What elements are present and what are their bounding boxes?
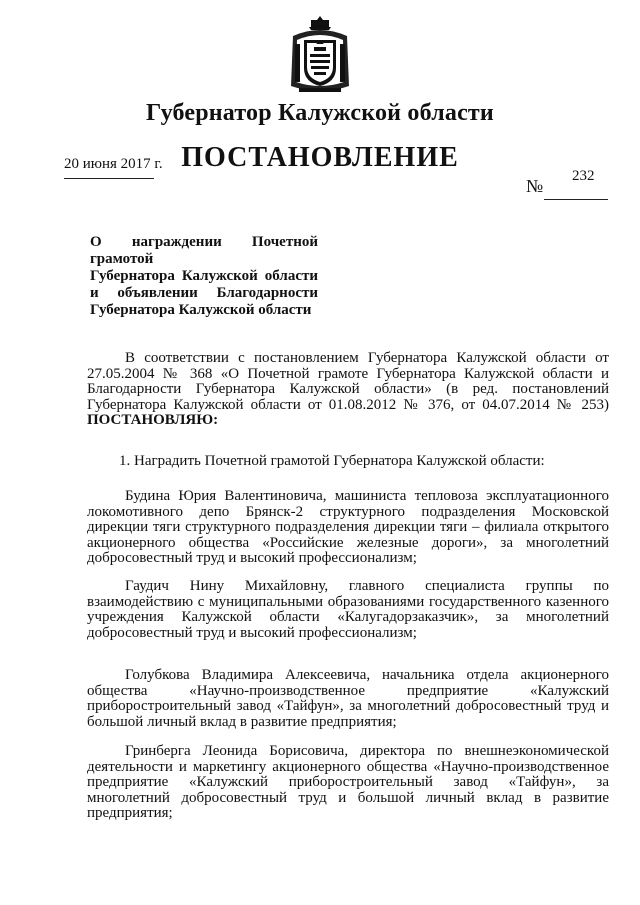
document-subject	[90, 234, 318, 319]
coat-of-arms-emblem	[287, 14, 353, 96]
subject-line: О награждении Почетной грамотой	[90, 234, 318, 267]
awardee-paragraph: Голубкова Владимира Алексеевича, начальника отдела акционерного общества «Научно-производственное предприятие «Калужский приборостроительный завод «Тайфун», за многолетний добросовестный труд и большой личный вклад в развитие предприятия;	[87, 667, 609, 730]
awardee-paragraph: Будина Юрия Валентиновича, машиниста тепловоза эксплуатационного локомотивного депо Брянск-2 структурного подразделения Московской дирекции тяги структурного подразделения дирекции тяги – филиала открытого акционерного общества «Российские железные дороги», за многолетний добросовестный труд и высокий профессионализм;	[87, 488, 609, 566]
subject-line: Губернатора Калужской области	[90, 302, 312, 318]
intro-paragraph	[87, 351, 609, 429]
resolve-heading: ПОСТАНОВЛЯЮ:	[87, 412, 219, 428]
point-1: 1. Наградить Почетной грамотой Губернатора Калужской области:	[119, 453, 545, 469]
issuer-title: Губернатор Калужской области	[146, 100, 494, 126]
subject-line: и объявлении Благодарности	[90, 285, 318, 301]
document-number: 232	[572, 168, 595, 184]
date-underline	[64, 178, 154, 179]
subject-line: Губернатора Калужской области	[90, 268, 318, 284]
intro-text: В соответствии с постановлением Губернатора Калужской области от 27.05.2004 № 368 «О Почетной грамоте Губернатора Калужской области и Благодарности Губернатора Калужской области» (в ред. постановлений Губернатора Калужской области от 01.08.2012 № 376, от 04.07.2014 № 253)	[87, 350, 609, 413]
awardee-paragraph: Гаудич Нину Михайловну, главного специалиста группы по взаимодействию с муниципальными образованиями государственного казенного учреждения Калужской области «Калугадорзаказчик», за многолетний добросовестный труд и высокий профессионализм;	[87, 578, 609, 641]
document-type-title: ПОСТАНОВЛЕНИЕ	[181, 142, 459, 173]
document-date: 20 июня 2017 г.	[64, 156, 163, 172]
number-sign: №	[526, 176, 544, 196]
number-underline	[544, 199, 608, 200]
awardee-paragraph: Гринберга Леонида Борисовича, директора по внешнеэкономической деятельности и маркетингу акционерного общества «Научно-производственное предприятие «Калужский приборостроительный завод «Тайфун», за многолетний добросовестный труд и большой личный вклад в развитие предприятия;	[87, 743, 609, 821]
